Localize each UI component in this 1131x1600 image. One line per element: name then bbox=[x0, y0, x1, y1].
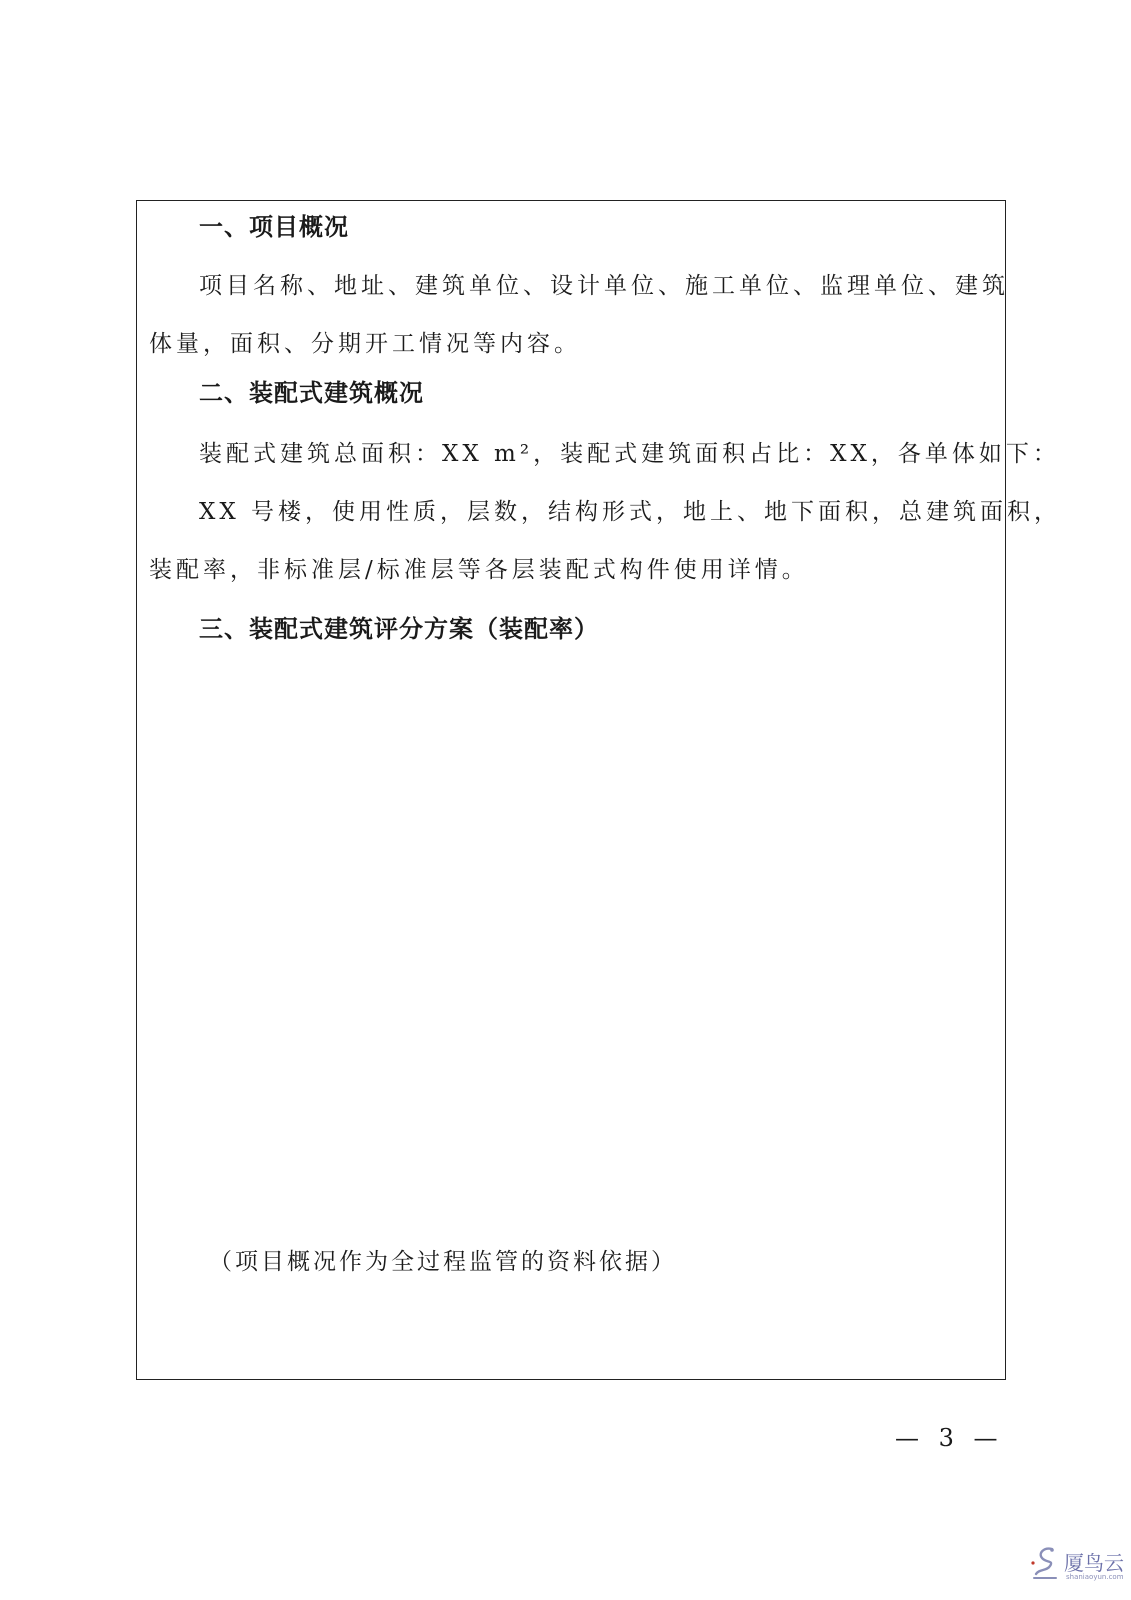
watermark-url: shaniaoyun.com bbox=[1066, 1573, 1124, 1581]
section-1-line-1: 项目名称、地址、建筑单位、设计单位、施工单位、监理单位、建筑 bbox=[199, 273, 1009, 299]
section-3-heading: 三、装配式建筑评分方案（装配率） bbox=[199, 615, 599, 643]
section-1-line-2: 体量，面积、分期开工情况等内容。 bbox=[149, 331, 581, 357]
watermark bbox=[1030, 1545, 1125, 1585]
section-2-line-1: 装配式建筑总面积：XX m²，装配式建筑面积占比：XX，各单体如下： bbox=[199, 441, 1060, 467]
section-2-line-3: 装配率，非标准层/标准层等各层装配式构件使用详情。 bbox=[149, 557, 809, 583]
section-1-heading: 一、项目概况 bbox=[199, 213, 349, 241]
footnote: （项目概况作为全过程监管的资料依据） bbox=[209, 1249, 677, 1275]
section-2-heading: 二、装配式建筑概况 bbox=[199, 379, 424, 407]
watermark-name: 厦鸟云 bbox=[1064, 1551, 1124, 1575]
section-2-line-2: XX 号楼，使用性质，层数，结构形式，地上、地下面积，总建筑面积， bbox=[199, 499, 1062, 525]
document-frame bbox=[136, 200, 1062, 1380]
page-number: — 3 — bbox=[895, 1424, 1004, 1452]
bird-logo-icon bbox=[1030, 1545, 1062, 1581]
